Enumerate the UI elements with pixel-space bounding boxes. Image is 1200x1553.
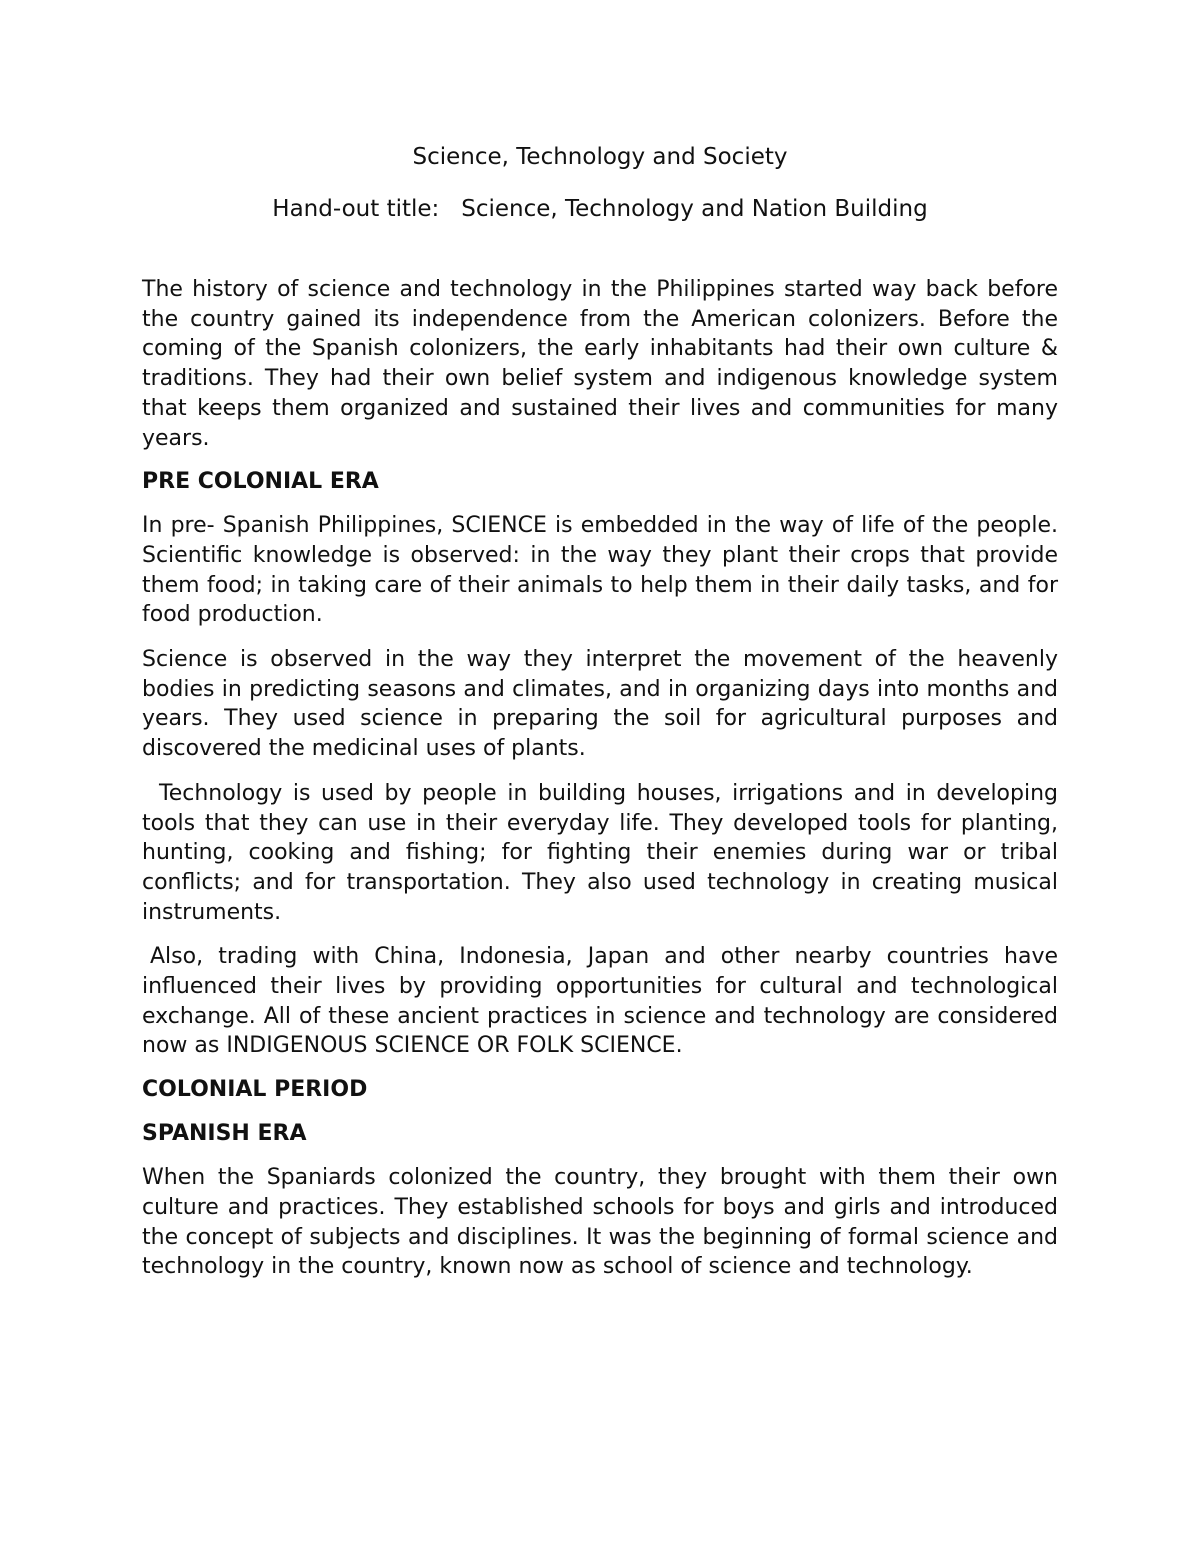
pre-colonial-paragraph-3: Technology is used by people in building houses, irrigations and in developing tools that they can use in their everyday life. They developed tools for planting, hunting, cooking and fishing; for fighting their enemies during war or tribal conflicts; and for transportation. They also used technology in creating musical instruments. bbox=[142, 780, 1058, 925]
handout-title: Hand-out title: Science, Technology and Nation Building bbox=[272, 196, 928, 222]
intro-paragraph: The history of science and technology in the Philippines started way back before the country gained its independence from the American colonizers. Before the coming of the Spanish colonizers, the early inhabitants had their own culture & traditions. They had their own belief system and indigenous knowledge system that keeps them organized and sustained their lives and communities for many years. bbox=[142, 277, 1058, 451]
colonial-period-heading: COLONIAL PERIOD bbox=[142, 1077, 368, 1103]
pre-colonial-paragraph-4: Also, trading with China, Indonesia, Japan and other nearby countries have influenced their lives by providing opportunities for cultural and technological exchange. All of these ancient practices in science and technology are considered now as INDIGENOUS SCIENCE OR FOLK SCIENCE. bbox=[142, 944, 1058, 1059]
spanish-era-paragraph: When the Spaniards colonized the country, they brought with them their own culture and practices. They established schools for boys and girls and introduced the concept of subjects and disciplines. It was the beginning of formal science and technology in the country, known now as school of science and technology. bbox=[142, 1165, 1058, 1280]
pre-colonial-heading: PRE COLONIAL ERA bbox=[142, 469, 379, 495]
pre-colonial-paragraph-1: In pre- Spanish Philippines, SCIENCE is embedded in the way of life of the people. Scientific knowledge is observed: in the way they plant their crops that provide them food; in taking care of their animals to help them in their daily tasks, and for food production. bbox=[142, 513, 1058, 628]
spanish-era-heading: SPANISH ERA bbox=[142, 1121, 307, 1147]
document-page bbox=[142, 139, 1058, 1282]
pre-colonial-paragraph-2: Science is observed in the way they interpret the movement of the heavenly bodies in predicting seasons and climates, and in organizing days into months and years. They used science in preparing the soil for agricultural purposes and discovered the medicinal uses of plants. bbox=[142, 647, 1058, 762]
document-title: Science, Technology and Society bbox=[412, 144, 788, 170]
